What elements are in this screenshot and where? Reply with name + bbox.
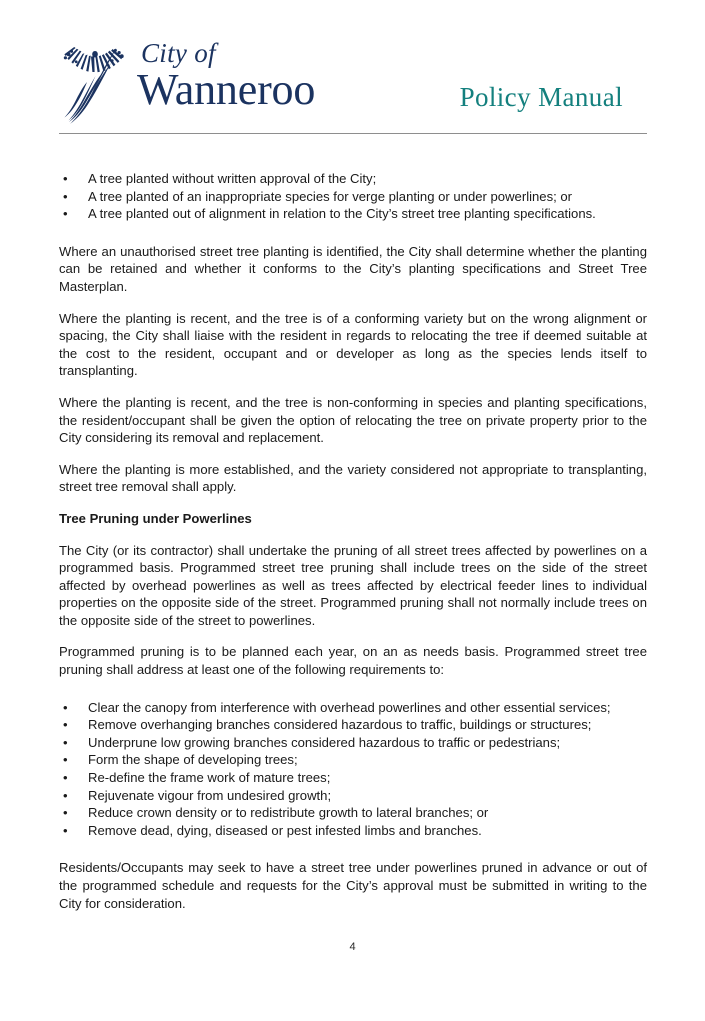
list-item-text: Clear the canopy from interference with overhead powerlines and other essential services;: [88, 699, 611, 715]
list-item: [59, 699, 647, 717]
list-item-text: Form the shape of developing trees;: [88, 752, 298, 768]
paragraph-more-established: Where the planting is more established, and the variety considered not appropriate to transplanting, street tree removal shall apply.: [59, 461, 647, 495]
bullet-icon: •: [63, 206, 68, 222]
logo-city-text: City of: [141, 38, 216, 68]
list-item-text: A tree planted out of alignment in relation to the City’s street tree planting specifications.: [88, 206, 596, 222]
paragraph-recent-nonconforming: Where the planting is recent, and the tree is non-conforming in species and planting specifications, the resident/occupant shall be given the option of relocating the tree on private property prior to the City considering its removal and replacement.: [59, 394, 647, 446]
list-item: [59, 787, 647, 805]
paragraph-programmed-pruning-plan: Programmed pruning is to be planned each year, on an as needs basis. Programmed street tree pruning shall address at least one of the following requirements to:: [59, 644, 647, 678]
banksia-grasstree-emblem-icon: [59, 42, 133, 126]
list-item-text: Remove overhanging branches considered hazardous to traffic, buildings or structures;: [88, 717, 592, 733]
paragraph-unauthorised-identified: Where an unauthorised street tree planting is identified, the City shall determine whether the planting can be retained and whether it conforms to the City’s planting specifications and Street Tree Masterplan.: [59, 243, 647, 294]
list-item: [59, 716, 647, 734]
list-item-text: Remove dead, dying, diseased or pest infested limbs and branches.: [88, 822, 482, 838]
bullet-icon: •: [63, 805, 68, 821]
list-item: [59, 804, 647, 822]
list-item: [59, 205, 647, 223]
list-item: [59, 822, 647, 840]
bullet-icon: •: [63, 787, 68, 803]
bullet-icon: •: [63, 822, 68, 838]
list-item: [59, 769, 647, 787]
city-of-wanneroo-logo: [59, 40, 315, 126]
paragraph-city-contractor-pruning: The City (or its contractor) shall undertake the pruning of all street trees affected by powerlines on a programmed basis. Programmed street tree pruning shall include trees on the side of the street affected by overhead powerlines as well as trees affected by electrical feeder lines to individual properties on the opposite side of the street. Programmed pruning shall not normally include trees on the opposite side of the street to powerlines.: [59, 542, 647, 628]
list-item: [59, 188, 647, 206]
list-item: [59, 751, 647, 769]
document-title: Policy Manual: [459, 82, 623, 112]
list-item: [59, 170, 647, 188]
bullet-icon: •: [63, 171, 68, 186]
page-header: [59, 40, 647, 130]
list-item-text: A tree planted of an inappropriate species for verge planting or under powerlines; or: [88, 188, 573, 204]
bullet-icon: •: [63, 734, 68, 750]
header-divider: [59, 133, 647, 134]
list-item-text: Re-define the frame work of mature trees;: [88, 770, 331, 786]
list-item-text: Rejuvenate vigour from undesired growth;: [88, 787, 332, 803]
page-content: [59, 170, 647, 912]
list-item: [59, 734, 647, 752]
list-item-text: Reduce crown density or to redistribute growth to lateral branches; or: [88, 805, 489, 821]
list-item-text: Underprune low growing branches considered hazardous to traffic or pedestrians;: [88, 734, 561, 750]
bullet-icon: •: [63, 188, 68, 204]
logo-wordmark: [137, 40, 315, 112]
bullet-icon: •: [63, 699, 68, 715]
paragraph-residents-requests: Residents/Occupants may seek to have a street tree under powerlines pruned in advance or out of the programmed schedule and requests for the City’s approval must be submitted in writing to the City for consideration.: [59, 860, 647, 911]
bullet-icon: •: [63, 752, 68, 768]
logo-wanneroo-text: Wanneroo: [137, 65, 316, 114]
bullet-icon: •: [63, 717, 68, 733]
paragraph-recent-conforming: Where the planting is recent, and the tree is of a conforming variety but on the wrong alignment or spacing, the City shall liaise with the resident in regards to relocating the tree if deemed suitable at the cost to the resident, occupant and or developer as long as the species lends itself to transplanting.: [59, 310, 647, 379]
page-number: 4: [349, 941, 356, 953]
unauthorised-planting-list: [59, 170, 647, 223]
section-heading-tree-pruning: Tree Pruning under Powerlines: [59, 510, 252, 526]
bullet-icon: •: [63, 770, 68, 786]
pruning-requirements-list: [59, 699, 647, 840]
list-item-text: A tree planted without written approval of the City;: [88, 171, 377, 186]
